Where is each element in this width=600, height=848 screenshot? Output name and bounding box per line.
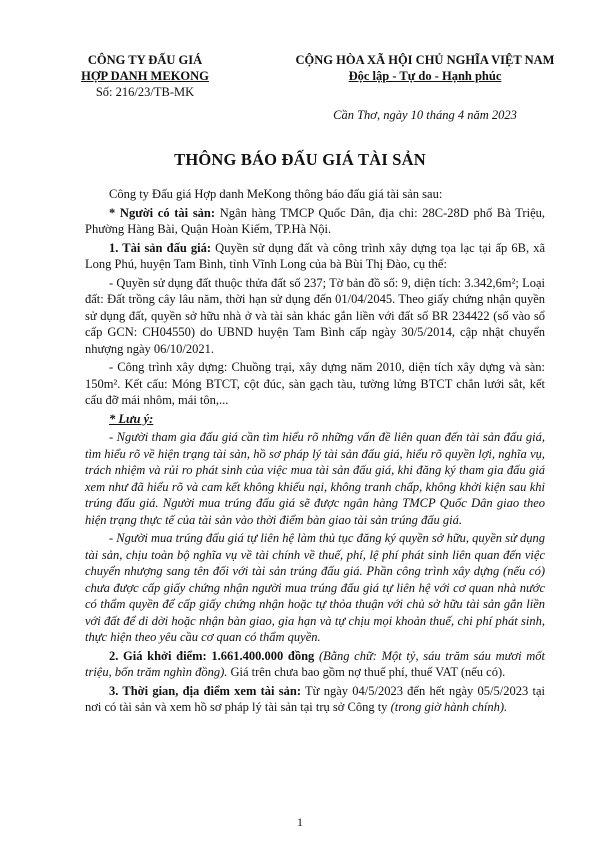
asset-label: 1. Tài sản đấu giá:: [109, 240, 212, 255]
company-name-line2: HỢP DANH MEKONG: [81, 69, 209, 83]
note-paragraph-2: - Người mua trúng đấu giá tự liên hệ làm thủ tục đăng ký quyền sở hữu, quyền sử dụng tài sản, chịu toàn bộ nghĩa vụ về tài chính về thuế, phí, lệ phí phát sinh liên quan đến việc chuyển nhượng sang tên đối với tài sản trúng đấu giá. Phần công trình xây dựng (nếu có) chưa được cấp giấy chứng nhận người mua trúng đấu giá tự liên hệ với cơ quan nhà nước có thẩm quyền để cấp giấy chứng nhận hoặc tự thỏa thuận với chủ sở hữu tài sản gắn liền với đất để di dời hoặc nhận bàn giao, gia hạn và tự chịu mọi khoản thuế, chi phí phát sinh, thực hiện theo yêu cầu cơ quan có thẩm quyền.: [85, 531, 545, 644]
note-label: * Lưu ý:: [109, 411, 154, 426]
price-label: 2. Giá khởi điểm: 1.661.400.000 đồng: [109, 648, 315, 663]
viewing-text: Từ ngày 04/5/2023 đến hết ngày 05/5/2023 tại nơi có tài sản và xem hồ sơ pháp lý tài sản tại trụ sở Công ty: [85, 683, 545, 714]
document-body: [85, 186, 545, 718]
national-motto: Độc lập - Tự do - Hạnh phúc: [348, 69, 502, 83]
price-paragraph: [85, 648, 545, 681]
viewing-hours: (trong giờ hành chính).: [390, 700, 508, 714]
owner-text: Ngân hàng TMCP Quốc Dân, địa chỉ: 28C-28D phố Bà Triệu, Phường Hàng Bài, Quận Hoàn Kiếm, TP.Hà Nội.: [85, 205, 545, 236]
price-text: Giá trên chưa bao gồm nợ thuế phí, thuế VAT (nếu có).: [227, 665, 506, 679]
price-in-words: (Bằng chữ: Một tỷ, sáu trăm sáu mươi mốt triệu, bốn trăm nghìn đồng).: [85, 648, 545, 679]
owner-paragraph: [85, 205, 545, 238]
document-date: Cần Thơ, ngày 10 tháng 4 năm 2023: [333, 108, 517, 122]
page-number: 1: [297, 815, 303, 829]
note-paragraph-1: - Người tham gia đấu giá cần tìm hiểu rõ những vấn đề liên quan đến tài sản đấu giá, tìm hiểu rõ về hiện trạng tài sản, hồ sơ pháp lý tài sản đấu giá, hiểu rõ quyền lợi, nghĩa vụ, trách nhiệm và rủi ro phát sinh của việc mua tài sản đấu giá, khi đăng ký tham gia đấu giá xem như đã hiểu rõ và cam kết không khiếu nại, không tranh chấp, không khởi kiện sau khi trúng đấu giá. Người mua trúng đấu giá sẽ được ngân hàng TMCP Quốc Dân giao theo hiện trạng thực tế của tài sản vào thời điểm bàn giao tài sản trúng đấu giá.: [85, 430, 545, 527]
document-title: THÔNG BÁO ĐẤU GIÁ TÀI SẢN: [174, 150, 426, 169]
intro-paragraph: Công ty Đấu giá Hợp danh MeKong thông báo đấu giá tài sản sau:: [109, 187, 443, 201]
company-name-line1: CÔNG TY ĐẤU GIÁ: [87, 53, 203, 67]
asset-text: Quyền sử dụng đất và công trình xây dựng tọa lạc tại ấp 6B, xã Long Phú, huyện Tam Bình, tỉnh Vĩnh Long của bà Bùi Thị Đào, cụ thể:: [85, 240, 545, 271]
owner-label: * Người có tài sản:: [109, 205, 216, 220]
national-header: [275, 52, 575, 84]
viewing-label: 3. Thời gian, địa điểm xem tài sản:: [109, 683, 302, 698]
company-header: [60, 52, 230, 100]
republic-name: CỘNG HÒA XÃ HỘI CHỦ NGHĨA VIỆT NAM: [295, 53, 555, 67]
note-heading: [85, 411, 545, 428]
asset-paragraph: [85, 240, 545, 273]
building-paragraph: - Công trình xây dựng: Chuồng trại, xây dựng năm 2010, diện tích xây dựng và sàn: 150m². Kết cấu: Móng BTCT, cột đúc, sàn gạch tàu, tường lửng BTCT chắn lưới sắt, kết cấu đỡ mái nhôm, mái tôn,...: [85, 360, 545, 407]
note-section: [85, 429, 545, 646]
land-paragraph: - Quyền sử dụng đất thuộc thửa đất số 237; Tờ bản đồ số: 9, diện tích: 3.342,6m²; Loại đất: Đất trồng cây lâu năm, thời hạn sử dụng đến 01/04/2045. Theo giấy chứng nhận quyền sử dụng đất, quyền sở hữu nhà ở và tài sản khác gắn liền với đất số BR 234422 (số vào sổ cấp GCN: CH04550) do UBND huyện Tam Bình cấp ngày 30/5/2014, cập nhật chuyển nhượng ngày 06/10/2021.: [85, 275, 545, 356]
document-number: Số: 216/23/TB-MK: [95, 85, 195, 99]
viewing-paragraph: [85, 683, 545, 716]
